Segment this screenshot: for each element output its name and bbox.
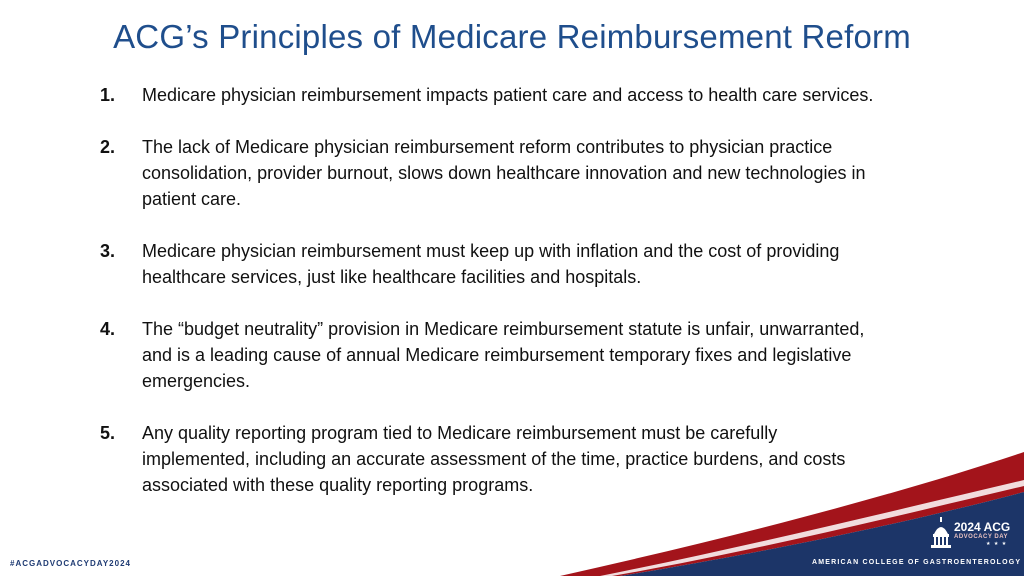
principle-text: Medicare physician reimbursement impacts patient care and access to health care services. — [142, 85, 874, 105]
principle-number: 1. — [100, 85, 116, 105]
principle-text: Any quality reporting program tied to Medicare reimbursement must be carefully implemented, including an accurate assessment of the time, practice burdens, and costs associated with these quality reporting programs. — [142, 423, 846, 495]
organization-name: AMERICAN COLLEGE OF GASTROENTEROLOGY — [812, 559, 1022, 566]
principle-number: 2. — [100, 137, 116, 157]
slide-title: ACG’s Principles of Medicare Reimbursement Reform — [113, 18, 911, 55]
principle-text: Medicare physician reimbursement must keep up with inflation and the cost of providing healthcare services, just like healthcare facilities and hospitals. — [142, 241, 840, 287]
principle-number: 3. — [100, 241, 116, 261]
principle-number: 5. — [100, 423, 116, 443]
logo-title: 2024 ACG — [954, 520, 1011, 534]
principle-text: The lack of Medicare physician reimbursement reform contributes to physician practice consolidation, provider burnout, slows down healthcare innovation and new technologies in patient care. — [142, 137, 866, 209]
advocacy-day-logo — [930, 516, 1024, 556]
capitol-dome-icon — [930, 516, 952, 550]
logo-subtitle: ADVOCACY DAY — [954, 534, 1009, 540]
principle-number: 4. — [100, 319, 116, 339]
hashtag: #ACGADVOCACYDAY2024 — [10, 559, 131, 568]
logo-stars: ★ ★ ★ — [986, 541, 1008, 547]
principle-text: The “budget neutrality” provision in Medicare reimbursement statute is unfair, unwarranted, and is a leading cause of annual Medicare reimbursement temporary fixes and legislative emergencies. — [142, 319, 865, 391]
